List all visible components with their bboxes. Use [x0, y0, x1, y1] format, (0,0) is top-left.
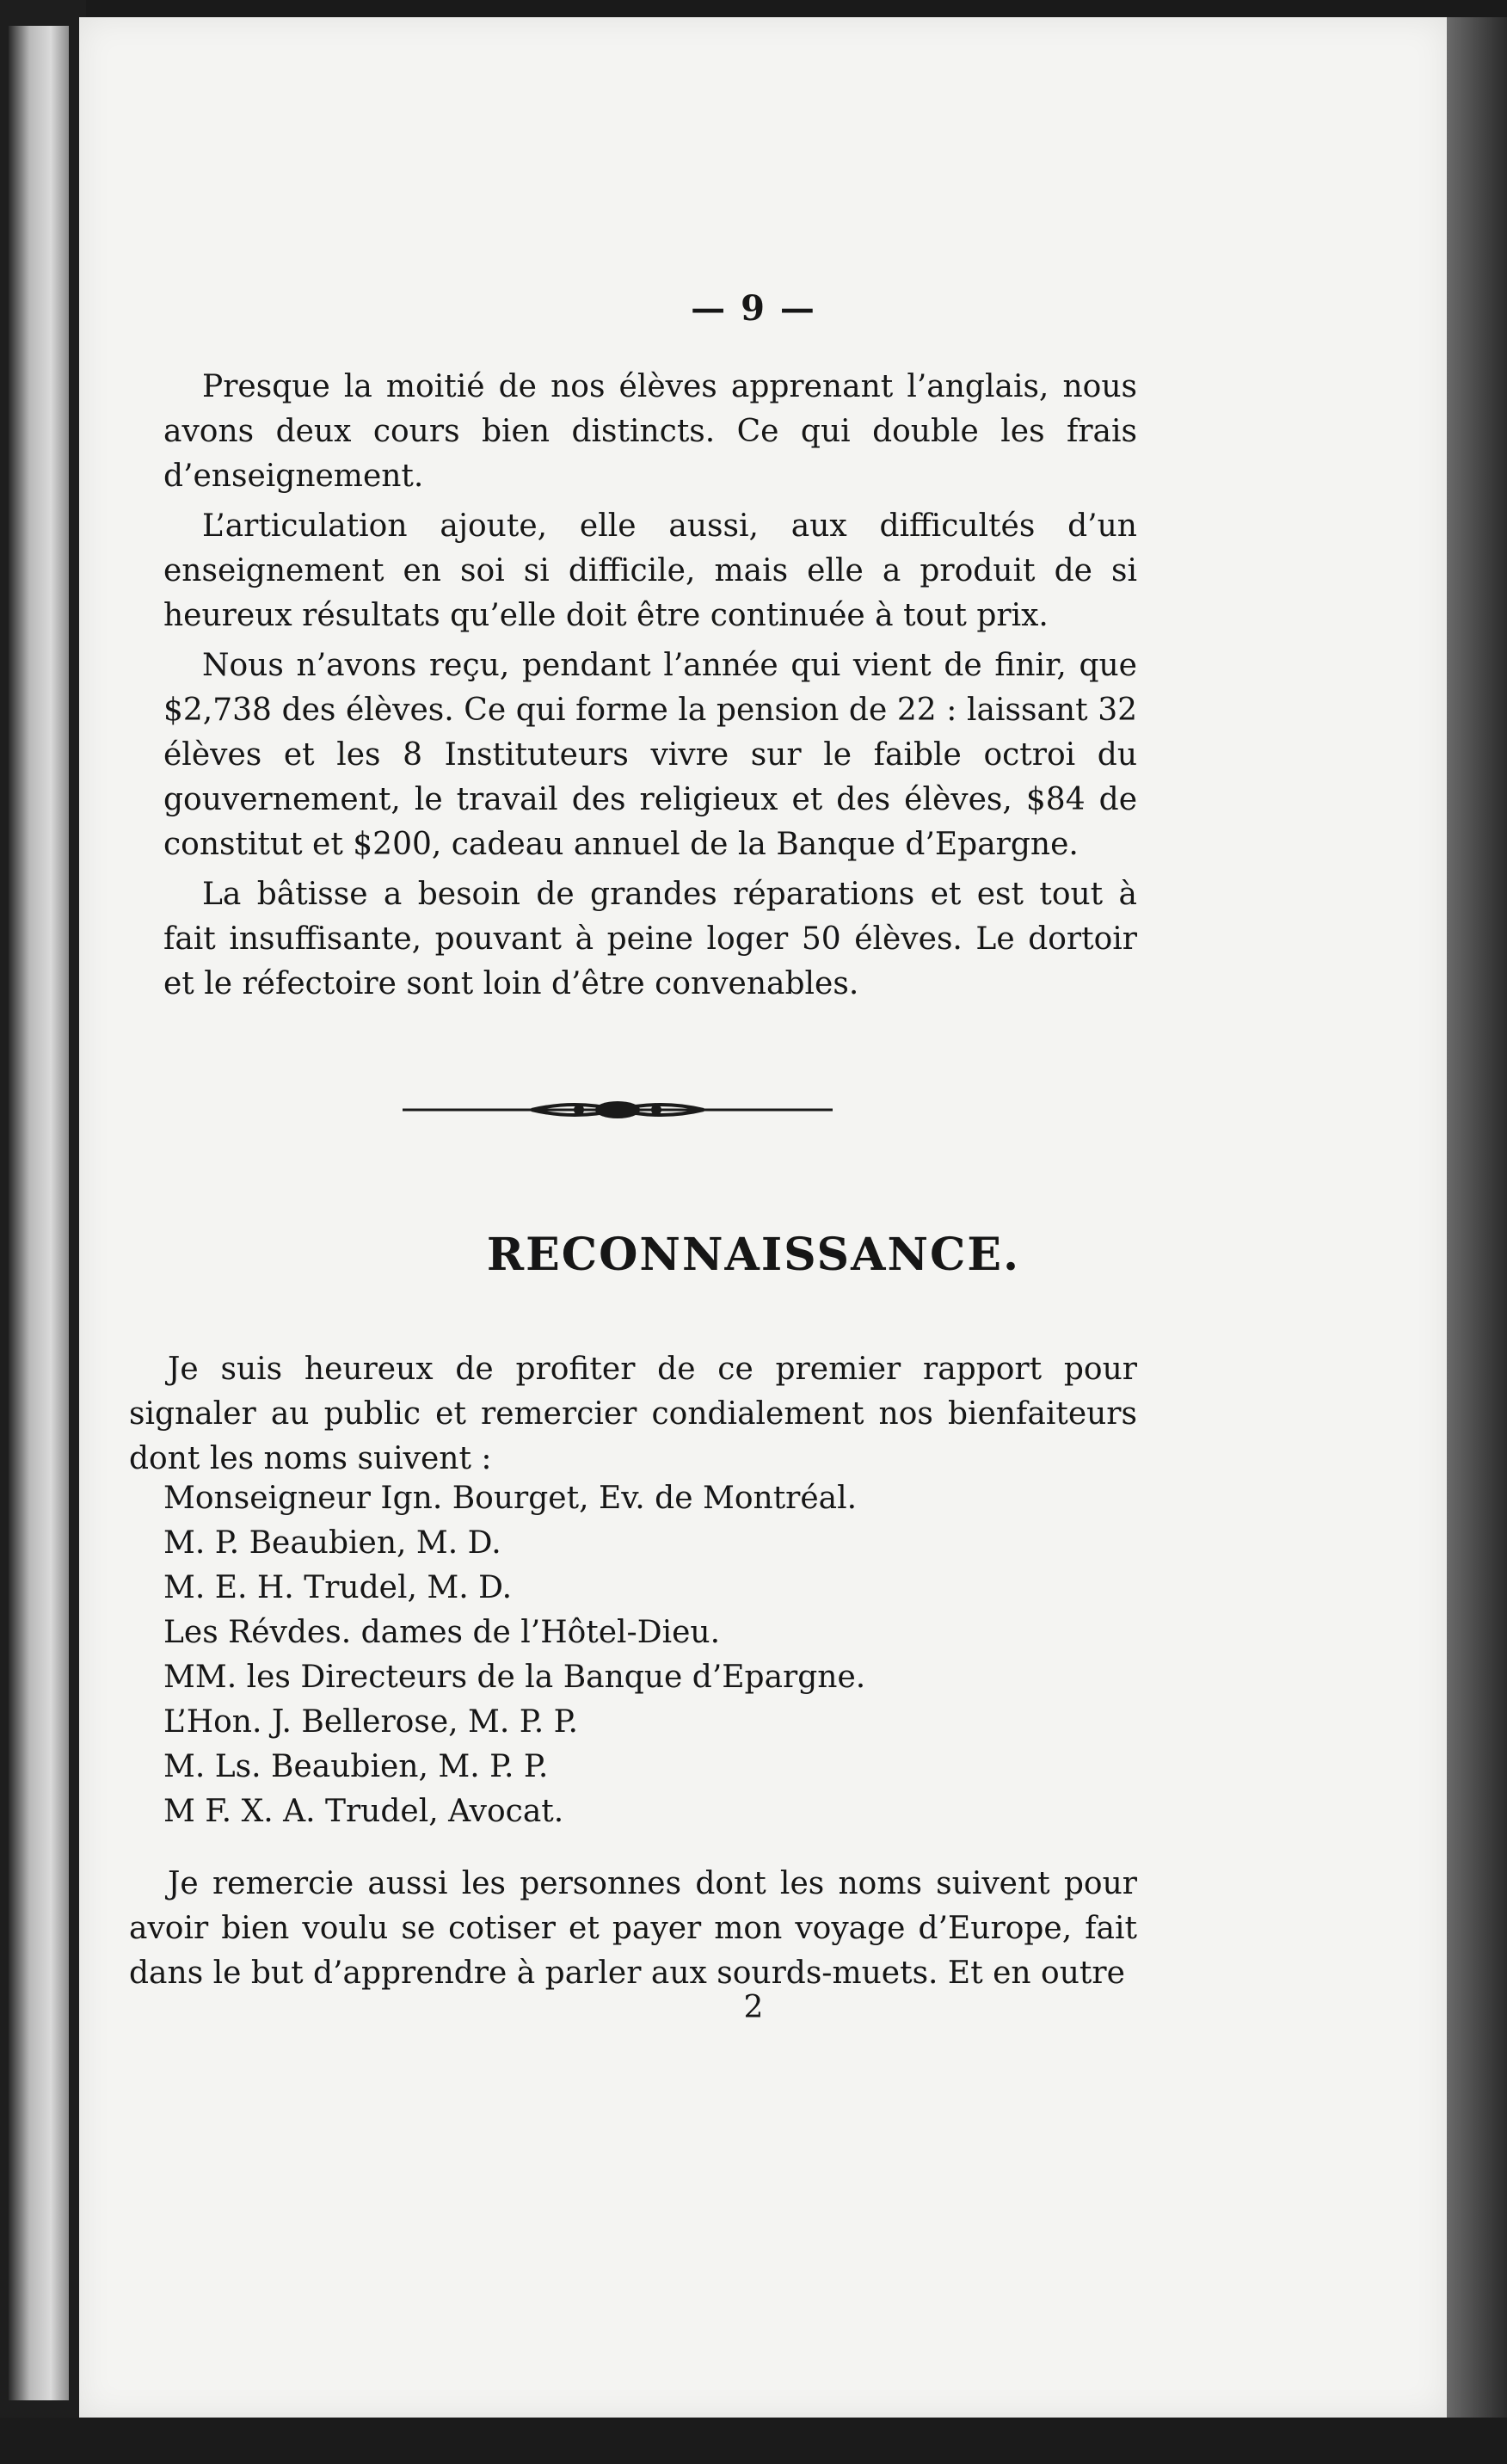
- benefactor-item: M. P. Beaubien, M. D.: [163, 1525, 501, 1561]
- section-heading: RECONNAISSANCE.: [486, 1229, 1021, 1281]
- scan-right-margin: [1447, 17, 1507, 2418]
- paragraph-articulation: L’articulation ajoute, elle aussi, aux difficultés d’un enseignement en soi si difficile, mais elle a produit de si heureux résultats qu’elle doit être continuée à tout prix.: [163, 508, 1137, 633]
- scan-bottom-margin: [0, 2418, 1507, 2464]
- intro-paragraph: Je suis heureux de profiter de ce premier rapport pour signaler au public et remercier condialement nos bienfaiteurs dont les noms suivent :: [129, 1352, 1137, 1476]
- page-number: — 9 —: [691, 288, 816, 329]
- closing-text: [129, 1862, 1137, 1996]
- closing-paragraph: Je remercie aussi les personnes dont les noms suivent pour avoir bien voulu se cotiser et payer mon voyage d’Europe, fait dans le but d’apprendre à parler aux sourds-muets. Et en outre: [129, 1866, 1137, 1991]
- benefactor-item: M. E. H. Trudel, M. D.: [163, 1570, 513, 1605]
- signature-mark: 2: [743, 1990, 764, 2025]
- benefactor-item: Les Révdes. dames de l’Hôtel-Dieu.: [163, 1615, 721, 1650]
- benefactor-item: Monseigneur Ign. Bourget, Ev. de Montréal.: [163, 1481, 858, 1516]
- ornamental-rule: [403, 1093, 833, 1127]
- body-text: [163, 365, 1137, 1007]
- paragraph-finances: Nous n’avons reçu, pendant l’année qui vient de finir, que $2,738 des élèves. Ce qui forme la pension de 22 : laissant 32 élèves et les 8 Instituteurs vivre sur le faible octroi du gouvernement, le travail des religieux et des élèves, $84 de constitut et $200, cadeau annuel de la Banque d’Epargne.: [163, 648, 1137, 862]
- benefactor-item: M F. X. A. Trudel, Avocat.: [163, 1794, 564, 1829]
- intro-text: [129, 1347, 1137, 1481]
- benefactor-item: M. Ls. Beaubien, M. P. P.: [163, 1749, 549, 1784]
- paragraph-building: La bâtisse a besoin de grandes réparations et est tout à fait insuffisante, pouvant à peine loger 50 élèves. Le dortoir et le réfectoire sont loin d’être convenables.: [163, 877, 1137, 1001]
- binding-edge: [9, 26, 69, 2400]
- benefactor-list: [163, 1476, 1110, 1834]
- paragraph-languages: Presque la moitié de nos élèves apprenant l’anglais, nous avons deux cours bien distincts. Ce qui double les frais d’enseignement.: [163, 369, 1137, 494]
- benefactor-item: MM. les Directeurs de la Banque d’Epargne.: [163, 1660, 866, 1695]
- benefactor-item: L’Hon. J. Bellerose, M. P. P.: [163, 1704, 578, 1740]
